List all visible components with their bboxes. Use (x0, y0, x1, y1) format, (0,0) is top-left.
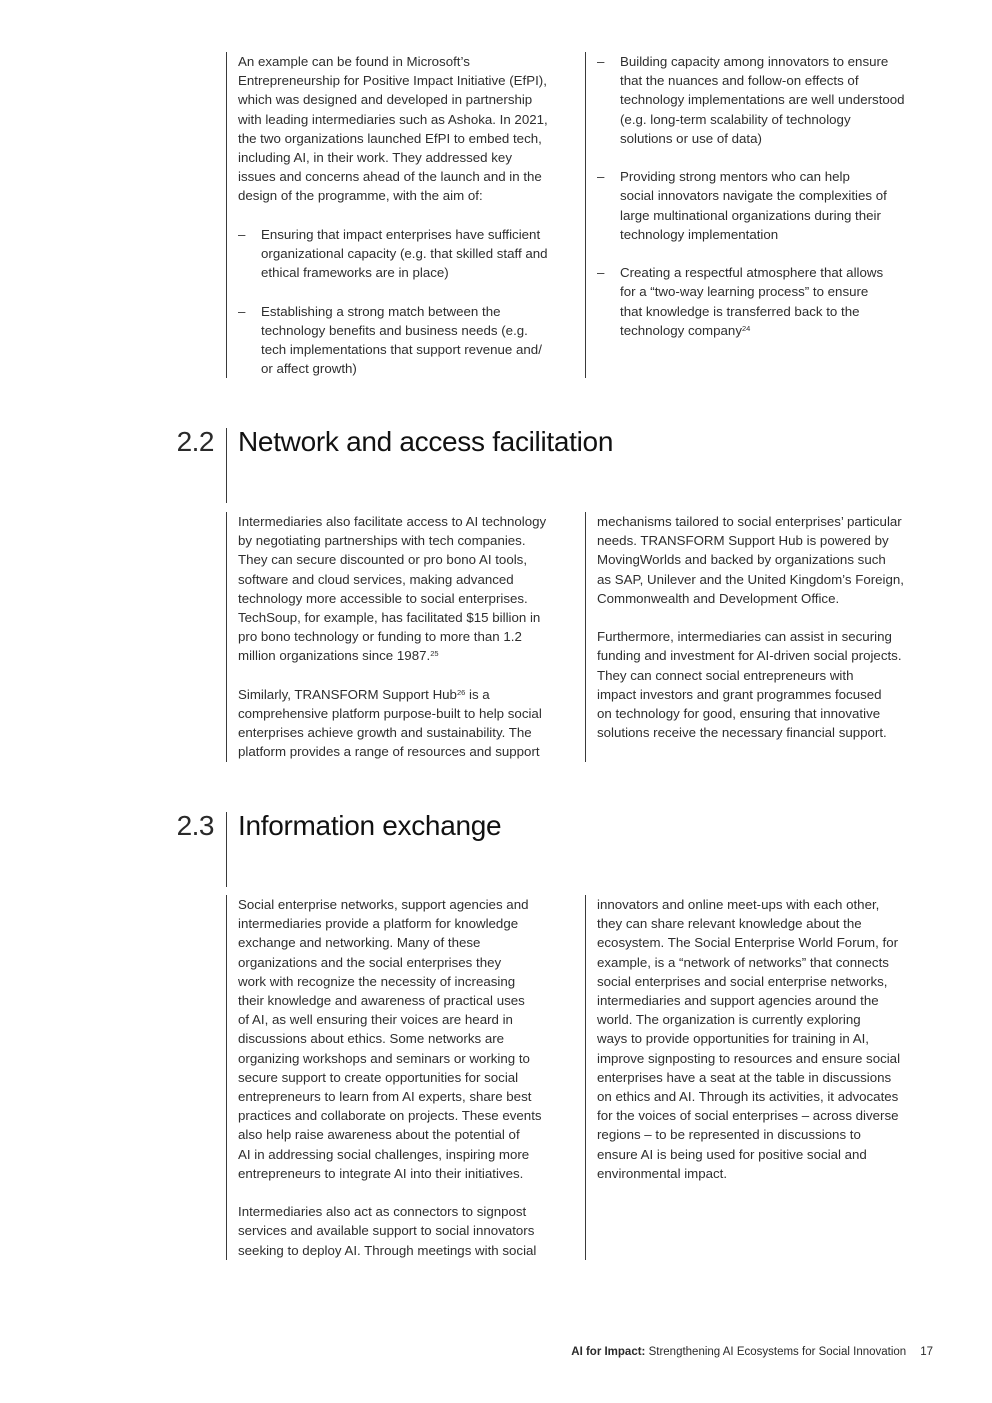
footnote-ref[interactable]: 24 (741, 323, 751, 333)
section-2-2-right-column (585, 512, 934, 762)
section-2-3-right-column (585, 895, 934, 1260)
bullet-dash: – (238, 303, 246, 319)
bullet-dash: – (238, 226, 246, 242)
body-paragraph: Social enterprise networks, support agencies and intermediaries provide a platform for knowledge exchange and networking. Many of these organizations and the social enterprises they work with recognize the necessity of increasing their knowledge and awareness of practical uses of AI, as well ensuring their voices are heard in discussions about ethics. Some networks are organizing workshops and seminars or working to secure support to create opportunities for social entrepreneurs to learn from AI experts, share best practices and collaborate on projects. These events also help raise awareness about the potential of AI in addressing social challenges, inspiring more entrepreneurs to integrate AI into their initiatives. (238, 897, 542, 1181)
report-title: AI for Impact: (571, 1346, 646, 1358)
list-item (597, 167, 934, 244)
body-text: is a comprehensive platform purpose-built to help social enterprises achieve growth and sustainability. The platform provides a range of resources and support (238, 686, 542, 760)
page-number: 17 (920, 1346, 933, 1358)
body-paragraph: Furthermore, intermediaries can assist in securing funding and investment for AI-driven social projects. They can connect social entrepreneurs with impact investors and grant programmes focused on technology for good, ensuring that innovative solutions receive the necessary financial support. (597, 629, 902, 741)
bullet-text-body: Creating a respectful atmosphere that allows for a “two-way learning process” to ensure that knowledge is transferred back to the technology company (620, 265, 884, 338)
section-number: 2.2 (176, 426, 214, 457)
body-paragraph (238, 512, 575, 666)
page-footer (571, 1346, 933, 1358)
body-text: Similarly, TRANSFORM Support Hub (238, 686, 457, 702)
list-item (238, 225, 575, 283)
bullet-text: Providing strong mentors who can help social innovators navigate the complexities of large multinational organizations during their technology implementation (620, 169, 887, 242)
bullet-text (620, 263, 883, 340)
intro-right-column (585, 52, 934, 378)
report-subtitle: Strengthening AI Ecosystems for Social Innovation (645, 1346, 907, 1358)
section-2-2-body (226, 512, 934, 762)
section-divider (226, 812, 227, 887)
list-item (597, 52, 934, 148)
bullet-dash: – (597, 169, 605, 185)
bullet-dash: – (597, 265, 605, 281)
intro-paragraph: An example can be found in Microsoft’s Entrepreneurship for Positive Impact Initiative (EfPI), which was designed and developed in partnership with leading intermediaries such as Ashoka. In 2021, the two organizations launched EfPI to embed tech, including AI, in their work. They addressed key issues and concerns ahead of the launch and in the design of the programme, with the aim of: (238, 54, 548, 204)
section-2-3-body (226, 895, 934, 1260)
section-number: 2.3 (176, 810, 214, 841)
intro-block (226, 52, 934, 378)
bullet-text: Building capacity among innovators to ensure that the nuances and follow-on effects of technology implementations are well understood (e.g. long-term scalability of technology solutions or use of data) (620, 54, 905, 146)
body-text: Intermediaries also facilitate access to AI technology by negotiating partnerships with tech companies. They can secure discounted or pro bono AI tools, software and cloud services, making advanced technology more accessible to social enterprises. TechSoup, for example, has facilitated $15 billion in pro bono technology or funding to more than 1.2 million organizations since 1987. (238, 514, 547, 664)
bullet-dash: – (597, 54, 605, 69)
body-paragraph: Intermediaries also act as connectors to signpost services and available support to social innovators seeking to deploy AI. Through meetings with social (238, 1204, 537, 1258)
body-paragraph (238, 685, 575, 762)
intro-left-column (226, 52, 585, 378)
section-divider (226, 428, 227, 503)
section-2-2-left-column (226, 512, 585, 762)
footnote-ref[interactable]: 26 (456, 687, 466, 697)
bullet-text: Establishing a strong match between the technology benefits and business needs (e.g. tech implementations that support revenue and/ or affect growth) (261, 303, 542, 377)
list-item (238, 302, 575, 379)
section-title: Network and access facilitation (238, 426, 614, 457)
bullet-text: Ensuring that impact enterprises have sufficient organizational capacity (e.g. that skilled staff and ethical frameworks are in place) (261, 226, 548, 281)
section-2-3-left-column (226, 895, 585, 1260)
list-item (597, 263, 934, 340)
body-paragraph: innovators and online meet-ups with each other, they can share relevant knowledge about the ecosystem. The Social Enterprise World Forum, for example, is a “network of networks” that connects social enterprises and social enterprise networks, intermediaries and support agencies around the world. The organization is currently exploring ways to provide opportunities for training in AI, improve signposting to resources and ensure social enterprises have a seat at the table in discussions on ethics and AI. Through its activities, it advocates for the voices of social enterprises – across diverse regions – to be represented in discussions to ensure AI is being used for positive social and environmental impact. (597, 897, 901, 1181)
section-title: Information exchange (238, 810, 502, 841)
section-heading-2-2 (0, 425, 992, 503)
footnote-ref[interactable]: 25 (430, 649, 439, 659)
section-heading-2-3 (0, 809, 992, 887)
body-paragraph: mechanisms tailored to social enterprises’ particular needs. TRANSFORM Support Hub is powered by MovingWorlds and backed by organizations such as SAP, Unilever and the United Kingdom’s Foreign, Commonwealth and Development Office. (597, 514, 904, 606)
